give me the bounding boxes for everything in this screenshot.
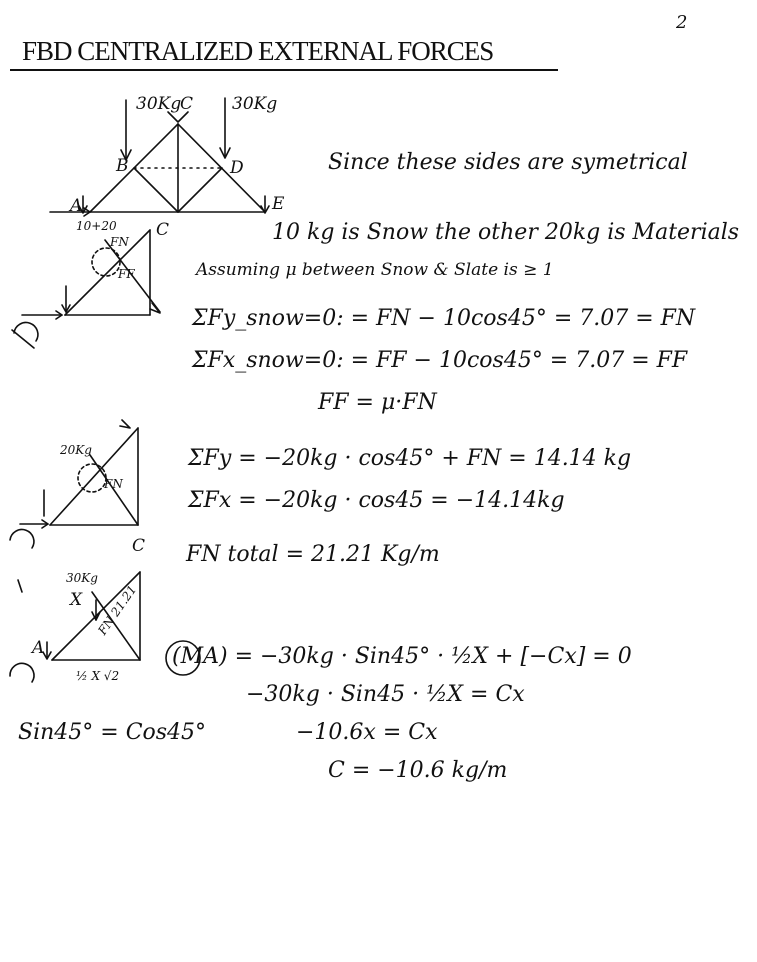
fn-label-3: FN [104, 477, 123, 491]
a-label-4: A [32, 638, 45, 658]
fn-label-2: FN [110, 235, 129, 249]
load-label-left: 30Kg [136, 94, 182, 114]
eq-moment-a: (MA) = −30kg · Sin45° · ½X + [−Cx] = 0 [172, 644, 632, 669]
eq-fn-total: FN total = 21.21 Kg/m [186, 542, 440, 567]
truss-diagram-1 [50, 94, 269, 216]
eq-moment-a-2: −30kg · Sin45 · ½X = Cx [246, 682, 525, 707]
span-label-4: ½ X √2 [76, 669, 120, 683]
c-label-2: C [156, 220, 170, 240]
node-d-label: D [230, 158, 244, 178]
eq-trig-identity: Sin45° = Cos45° [18, 720, 207, 745]
load-label-4: 30Kg [66, 571, 98, 585]
page-number: 2 [676, 12, 688, 33]
friction-assumption-note: Assuming μ between Snow & Slate is ≥ 1 [196, 260, 554, 280]
snow-materials-note: 10 kg is Snow the other 20kg is Materials [272, 220, 740, 245]
ff-label-2: FF [118, 267, 135, 281]
node-b-label: B [116, 156, 129, 176]
node-c-label: C [180, 94, 194, 114]
eq-fy: ΣFy = −20kg · cos45° + FN = 14.14 kg [188, 446, 632, 471]
eq-fx-snow: ΣFx_snow=0: = FF − 10cos45° = 7.07 = FF [192, 348, 688, 373]
eq-ff: FF = μ·FN [318, 390, 437, 415]
eq-fy-snow: ΣFy_snow=0: = FN − 10cos45° = 7.07 = FN [192, 306, 696, 331]
eq-moment-a-3: −10.6x = Cx [296, 720, 438, 745]
base-note: 10+20 [76, 219, 117, 233]
fn-label-4: FN 21.21 [95, 582, 140, 638]
node-a-label: A [70, 196, 83, 216]
eq-c-result: C = −10.6 kg/m [328, 758, 508, 783]
eq-fx: ΣFx = −20kg · cos45 = −14.14kg [188, 488, 565, 513]
symmetry-note: Since these sides are symetrical [328, 150, 688, 175]
free-body-diagram-2 [12, 230, 160, 348]
page-title: FBD CENTRALIZED EXTERNAL FORCES [22, 36, 494, 66]
c-label-3: C [132, 536, 146, 556]
node-e-label: E [272, 194, 285, 214]
x-label-4: X [70, 590, 83, 610]
load-label-right: 30Kg [232, 94, 278, 114]
load-label-3: 20Kg [60, 443, 92, 457]
